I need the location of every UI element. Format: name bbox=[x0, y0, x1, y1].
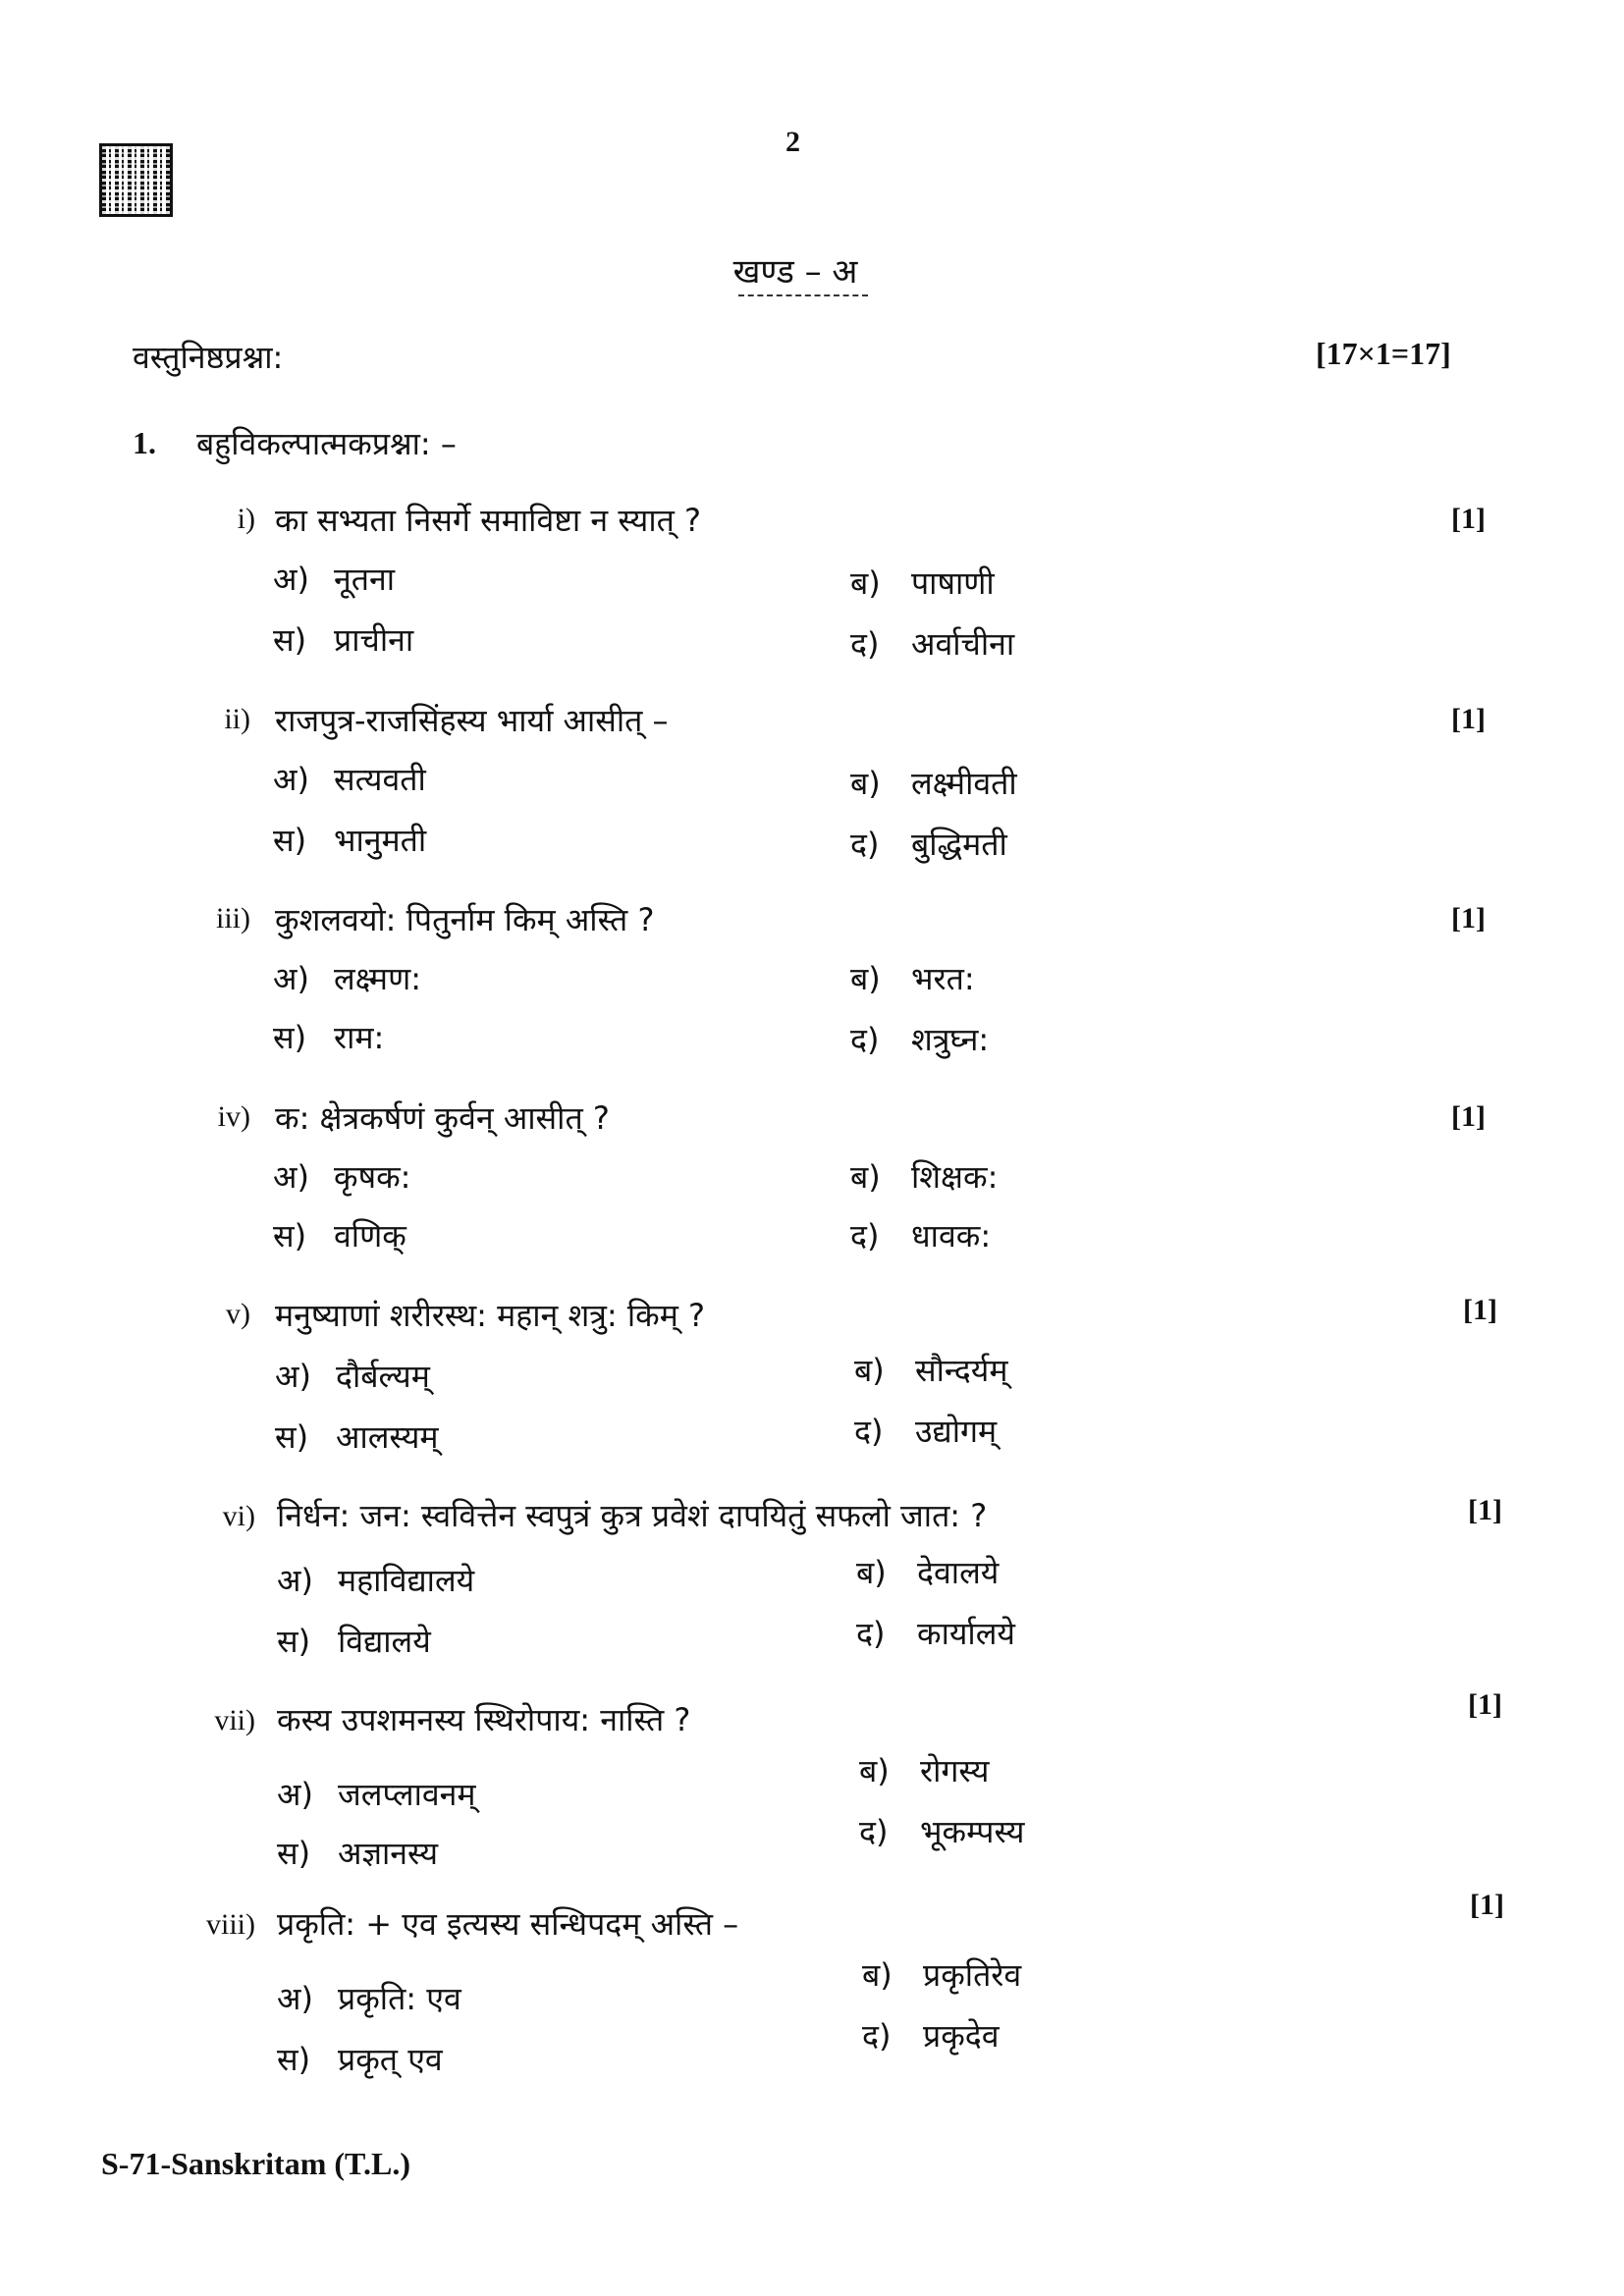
option-c: स) अज्ञानस्य bbox=[277, 1835, 439, 1872]
qr-code-icon bbox=[99, 143, 173, 217]
option-d: द) कार्यालये bbox=[856, 1615, 1015, 1652]
option-b: ब) रोगस्य bbox=[859, 1752, 990, 1789]
question-roman: ii) bbox=[224, 703, 250, 735]
question-roman: v) bbox=[226, 1298, 250, 1330]
question-roman: i) bbox=[237, 503, 255, 535]
option-b: ब) शिक्षक: bbox=[850, 1158, 999, 1196]
question-roman: iv) bbox=[217, 1100, 250, 1133]
question-text: कुशलवयो: पितुर्नाम किम् अस्ति ? bbox=[275, 901, 655, 938]
option-d: द) धावक: bbox=[850, 1217, 992, 1255]
question-marks: [1] bbox=[1468, 1688, 1502, 1721]
total-marks: [17×1=17] bbox=[1316, 336, 1451, 371]
question-heading: बहुविकल्पात्मकप्रश्ना: – bbox=[196, 425, 457, 462]
question-marks: [1] bbox=[1451, 1100, 1486, 1133]
question-roman: viii) bbox=[206, 1908, 255, 1941]
question-text: प्रकृति: + एव इत्यस्य सन्धिपदम् अस्ति – bbox=[277, 1905, 739, 1943]
option-a: अ) कृषक: bbox=[273, 1158, 411, 1196]
option-d: द) शत्रुघ्न: bbox=[850, 1021, 990, 1058]
option-b: ब) प्रकृतिरेव bbox=[862, 1956, 1022, 1994]
option-a: अ) जलप्लावनम् bbox=[277, 1776, 476, 1813]
option-d: द) प्रकृदेव bbox=[862, 2017, 1000, 2055]
option-a: अ) महाविद्यालये bbox=[277, 1562, 475, 1599]
objective-heading: वस्तुनिष्ठप्रश्ना: bbox=[133, 339, 284, 376]
question-text: निर्धन: जन: स्ववित्तेन स्वपुत्रं कुत्र प्रवेशं दापयितुं सफलो जात: ? bbox=[277, 1497, 988, 1534]
page-number: 2 bbox=[785, 126, 800, 158]
option-a: अ) नूतना bbox=[273, 561, 396, 598]
question-text: मनुष्याणां शरीरस्थ: महान् शत्रु: किम् ? bbox=[275, 1297, 706, 1334]
question-text: कस्य उपशमनस्य स्थिरोपाय: नास्ति ? bbox=[277, 1701, 691, 1738]
question-roman: vi) bbox=[222, 1500, 255, 1532]
question-marks: [1] bbox=[1451, 902, 1486, 934]
question-roman: iii) bbox=[216, 902, 250, 934]
option-b: ब) लक्ष्मीवती bbox=[850, 765, 1017, 802]
option-c: स) आलस्यम् bbox=[275, 1418, 439, 1456]
question-marks: [1] bbox=[1470, 1889, 1504, 1921]
option-c: स) प्रकृत् एव bbox=[277, 2041, 443, 2078]
option-b: ब) सौन्दर्यम् bbox=[854, 1352, 1008, 1389]
question-text: क: क्षेत्रकर्षणं कुर्वन् आसीत् ? bbox=[275, 1099, 610, 1137]
option-c: स) भानुमती bbox=[273, 822, 427, 859]
option-c: स) विद्यालये bbox=[277, 1623, 431, 1660]
paper-code-footer: S-71-Sanskritam (T.L.) bbox=[101, 2146, 410, 2181]
option-d: द) भूकम्पस्य bbox=[859, 1813, 1025, 1850]
option-c: स) प्राचीना bbox=[273, 621, 414, 659]
option-d: द) उद्योगम् bbox=[854, 1413, 998, 1450]
question-marks: [1] bbox=[1468, 1494, 1502, 1526]
question-number: 1. bbox=[133, 425, 156, 460]
option-a: अ) प्रकृति: एव bbox=[277, 1980, 461, 2017]
option-d: द) बुद्धिमती bbox=[850, 826, 1007, 863]
question-text: राजपुत्र-राजसिंहस्य भार्या आसीत् – bbox=[275, 702, 669, 739]
question-marks: [1] bbox=[1451, 503, 1486, 535]
question-roman: vii) bbox=[214, 1704, 255, 1736]
section-title: खण्ड – अ bbox=[732, 252, 858, 292]
question-marks: [1] bbox=[1451, 703, 1486, 735]
option-c: स) वणिक् bbox=[273, 1217, 406, 1255]
option-a: अ) दौर्बल्यम् bbox=[275, 1358, 430, 1395]
option-d: द) अर्वाचीना bbox=[850, 625, 1015, 663]
option-b: ब) पाषाणी bbox=[850, 564, 995, 602]
option-a: अ) सत्यवती bbox=[273, 761, 426, 798]
section-underline bbox=[738, 294, 868, 296]
question-marks: [1] bbox=[1463, 1294, 1497, 1326]
option-c: स) राम: bbox=[273, 1019, 385, 1056]
option-a: अ) लक्ष्मण: bbox=[273, 960, 421, 997]
option-b: ब) देवालये bbox=[856, 1554, 1000, 1591]
option-b: ब) भरत: bbox=[850, 960, 975, 997]
question-text: का सभ्यता निसर्गे समाविष्टा न स्यात् ? bbox=[275, 502, 702, 539]
